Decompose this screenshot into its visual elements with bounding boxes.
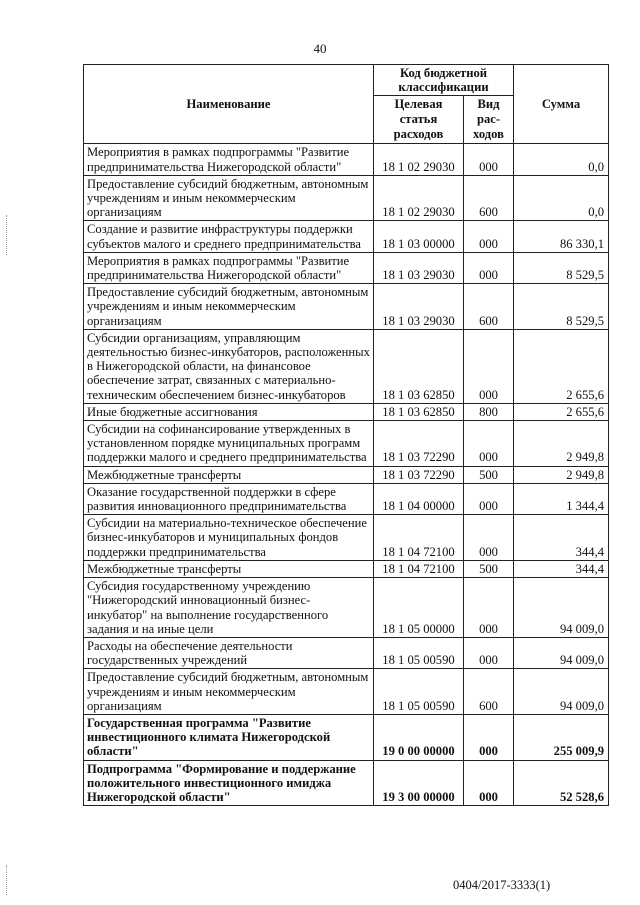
- row-kind: 500: [464, 560, 514, 577]
- row-kind: 000: [464, 714, 514, 760]
- row-name: Подпрограмма "Формирование и поддержание положительного инвестиционного имиджа Нижегородской области": [84, 760, 374, 806]
- row-sum: 94 009,0: [514, 637, 609, 668]
- row-name: Создание и развитие инфраструктуры поддержки субъектов малого и среднего предпринимательства: [84, 221, 374, 252]
- row-sum: 8 529,5: [514, 284, 609, 330]
- row-name: Предоставление субсидий бюджетным, автономным учреждениям и иным некоммерческим организациям: [84, 284, 374, 330]
- row-target-code: 19 0 00 00000: [374, 714, 464, 760]
- row-target-code: 18 1 05 00590: [374, 637, 464, 668]
- header-sum: Сумма: [514, 65, 609, 144]
- row-sum: 94 009,0: [514, 669, 609, 715]
- row-sum: 94 009,0: [514, 578, 609, 638]
- row-sum: 344,4: [514, 515, 609, 561]
- row-target-code: 18 1 03 29030: [374, 284, 464, 330]
- row-kind: 600: [464, 175, 514, 221]
- row-name: Мероприятия в рамках подпрограммы "Развитие предпринимательства Нижегородской области": [84, 144, 374, 175]
- page-number: 40: [313, 41, 327, 56]
- header-name: Наименование: [84, 65, 374, 144]
- row-name: Субсидии на материально-техническое обеспечение бизнес-инкубаторов и муниципальных фондов поддержки предпринимательства: [84, 515, 374, 561]
- row-target-code: 18 1 03 62850: [374, 329, 464, 403]
- row-sum: 0,0: [514, 144, 609, 175]
- budget-table: [83, 64, 609, 806]
- table-row: [84, 144, 609, 175]
- table-row: [84, 637, 609, 668]
- scan-margin-mark: [6, 215, 8, 255]
- table-row: [84, 515, 609, 561]
- row-target-code: 18 1 04 72100: [374, 560, 464, 577]
- row-name: Иные бюджетные ассигнования: [84, 403, 374, 420]
- row-target-code: 18 1 02 29030: [374, 175, 464, 221]
- row-target-code: 18 1 04 72100: [374, 515, 464, 561]
- table-row: [84, 578, 609, 638]
- table-row: [84, 252, 609, 283]
- row-target-code: 18 1 04 00000: [374, 483, 464, 514]
- row-kind: 000: [464, 144, 514, 175]
- table-row: [84, 714, 609, 760]
- row-sum: 52 528,6: [514, 760, 609, 806]
- row-kind: 600: [464, 669, 514, 715]
- row-target-code: 18 1 03 00000: [374, 221, 464, 252]
- row-sum: 2 655,6: [514, 403, 609, 420]
- table-row: [84, 175, 609, 221]
- table-row: [84, 284, 609, 330]
- row-target-code: 18 1 05 00000: [374, 578, 464, 638]
- row-sum: 255 009,9: [514, 714, 609, 760]
- row-kind: 600: [464, 284, 514, 330]
- row-sum: 8 529,5: [514, 252, 609, 283]
- row-kind: 500: [464, 466, 514, 483]
- row-name: Субсидии организациям, управляющим деятельностью бизнес-инкубаторов, расположенных в Нижегородской области, на финансовое обеспечение затрат, связанных с материально-техническим обеспечением бизнес-инкубаторов: [84, 329, 374, 403]
- row-name: Предоставление субсидий бюджетным, автономным учреждениям и иным некоммерческим организациям: [84, 669, 374, 715]
- row-sum: 0,0: [514, 175, 609, 221]
- table-row: [84, 760, 609, 806]
- table-row: [84, 466, 609, 483]
- row-kind: 000: [464, 483, 514, 514]
- row-kind: 000: [464, 329, 514, 403]
- row-target-code: 18 1 02 29030: [374, 144, 464, 175]
- row-target-code: 18 1 03 29030: [374, 252, 464, 283]
- row-name: Государственная программа "Развитие инвестиционного климата Нижегородской области": [84, 714, 374, 760]
- row-kind: 000: [464, 760, 514, 806]
- row-target-code: 19 3 00 00000: [374, 760, 464, 806]
- row-name: Межбюджетные трансферты: [84, 560, 374, 577]
- row-name: Субсидия государственному учреждению "Нижегородский инновационный бизнес-инкубатор" на выполнение государственного задания и на иные цели: [84, 578, 374, 638]
- header-code-group: Код бюджетной классификации: [374, 65, 514, 96]
- row-name: Предоставление субсидий бюджетным, автономным учреждениям и иным некоммерческим организациям: [84, 175, 374, 221]
- row-kind: 000: [464, 221, 514, 252]
- header-target: Целевая статья расходов: [374, 96, 464, 144]
- document-code: 0404/2017-3333(1): [453, 878, 551, 892]
- row-name: Межбюджетные трансферты: [84, 466, 374, 483]
- row-target-code: 18 1 03 72290: [374, 421, 464, 467]
- row-kind: 000: [464, 515, 514, 561]
- row-target-code: 18 1 03 72290: [374, 466, 464, 483]
- row-sum: 86 330,1: [514, 221, 609, 252]
- row-name: Субсидии на софинансирование утвержденных в установленном порядке муниципальных программ поддержки малого и среднего предпринимательства: [84, 421, 374, 467]
- row-name: Мероприятия в рамках подпрограммы "Развитие предпринимательства Нижегородской области": [84, 252, 374, 283]
- row-kind: 000: [464, 578, 514, 638]
- row-sum: 1 344,4: [514, 483, 609, 514]
- row-kind: 000: [464, 421, 514, 467]
- row-target-code: 18 1 03 62850: [374, 403, 464, 420]
- row-kind: 000: [464, 637, 514, 668]
- row-sum: 2 949,8: [514, 466, 609, 483]
- table-row: [84, 483, 609, 514]
- row-sum: 344,4: [514, 560, 609, 577]
- row-target-code: 18 1 05 00590: [374, 669, 464, 715]
- scan-margin-mark: [6, 865, 8, 895]
- table-row: [84, 669, 609, 715]
- row-name: Расходы на обеспечение деятельности государственных учреждений: [84, 637, 374, 668]
- table-row: [84, 403, 609, 420]
- table-row: [84, 221, 609, 252]
- table-row: [84, 560, 609, 577]
- table-row: [84, 329, 609, 403]
- header-kind: Вид рас- ходов: [464, 96, 514, 144]
- row-sum: 2 655,6: [514, 329, 609, 403]
- row-name: Оказание государственной поддержки в сфере развития инновационного предпринимательства: [84, 483, 374, 514]
- row-kind: 800: [464, 403, 514, 420]
- row-sum: 2 949,8: [514, 421, 609, 467]
- row-kind: 000: [464, 252, 514, 283]
- table-row: [84, 421, 609, 467]
